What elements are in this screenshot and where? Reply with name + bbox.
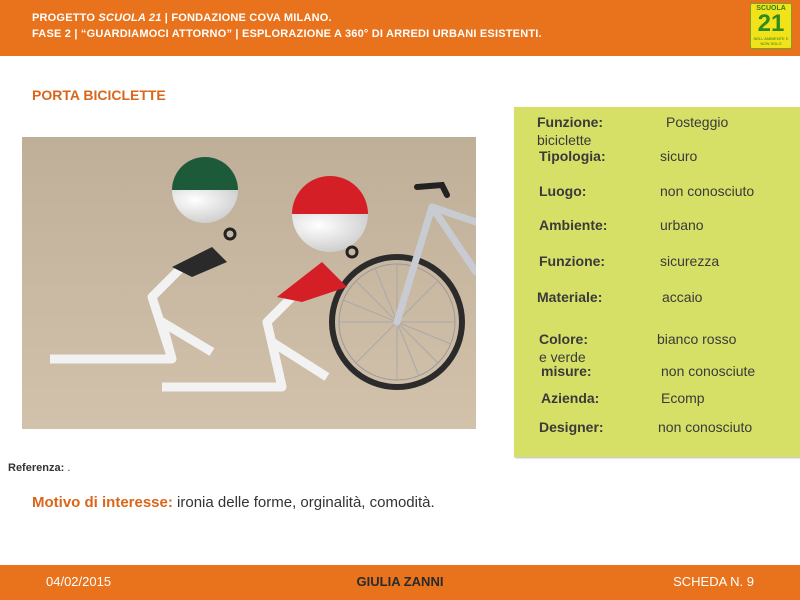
- motivo-label: Motivo di interesse:: [32, 494, 173, 511]
- info-value-colore-cont: e verde: [539, 349, 586, 365]
- info-value-materiale: accaio: [662, 289, 703, 305]
- info-value-designer: non conosciuto: [658, 419, 753, 435]
- header-prefix: PROGETTO: [32, 12, 99, 24]
- scuola21-logo: [750, 3, 792, 49]
- info-panel: [514, 107, 800, 457]
- footer-bar: [0, 565, 800, 600]
- info-value-luogo: non conosciuto: [660, 183, 755, 199]
- info-value-funzione-2: sicurezza: [660, 253, 720, 269]
- bike-rack-illustration: [22, 137, 476, 429]
- info-label-designer: Designer:: [539, 419, 604, 435]
- info-label-tipologia: Tipologia:: [539, 148, 606, 164]
- info-label-azienda: Azienda:: [541, 390, 600, 406]
- info-value-funzione-cont: biciclette: [537, 132, 592, 148]
- logo-number: 21: [757, 10, 785, 37]
- info-value-tipologia: sicuro: [660, 148, 698, 164]
- header-project-name: SCUOLA 21: [98, 12, 162, 24]
- info-label-funzione-2: Funzione:: [539, 253, 606, 269]
- logo-top-text: SCUOLA: [756, 5, 786, 12]
- referenza-value: .: [67, 462, 71, 474]
- info-value-colore: bianco rosso: [657, 331, 737, 347]
- footer-scheda-number: SCHEDA N. 9: [673, 574, 754, 589]
- info-label-colore: Colore:: [539, 331, 588, 347]
- info-label-misure: misure:: [541, 363, 592, 379]
- info-value-misure: non conosciute: [661, 363, 756, 379]
- info-label-materiale: Materiale:: [537, 289, 603, 305]
- info-label-funzione: Funzione:: [537, 114, 604, 130]
- info-value-funzione: Posteggio: [666, 114, 729, 130]
- logo-bottom-text: NELL'AMBIENTE E NON SOLO: [753, 36, 789, 46]
- bike-rack-photo: [22, 137, 476, 429]
- motivo-di-interesse: [32, 494, 435, 511]
- header-bar: [0, 0, 800, 56]
- info-label-luogo: Luogo:: [539, 183, 587, 199]
- header-line-2: FASE 2 | “GUARDIAMOCI ATTORNO” | ESPLORAZIONE A 360° DI ARREDI URBANI ESISTENTI.: [32, 28, 542, 40]
- info-value-azienda: Ecomp: [661, 390, 705, 406]
- info-value-ambiente: urbano: [660, 217, 704, 233]
- footer-author: GIULIA ZANNI: [356, 574, 444, 589]
- page-title: PORTA BICICLETTE: [32, 87, 166, 103]
- referenza: [8, 462, 70, 474]
- header-suffix: | FONDAZIONE COVA MILANO.: [161, 12, 332, 24]
- referenza-label: Referenza:: [8, 462, 65, 474]
- header-line-1: [32, 12, 332, 24]
- footer-date: 04/02/2015: [46, 574, 112, 589]
- motivo-value: ironia delle forme, orginalità, comodità.: [172, 494, 435, 511]
- info-label-ambiente: Ambiente:: [539, 217, 608, 233]
